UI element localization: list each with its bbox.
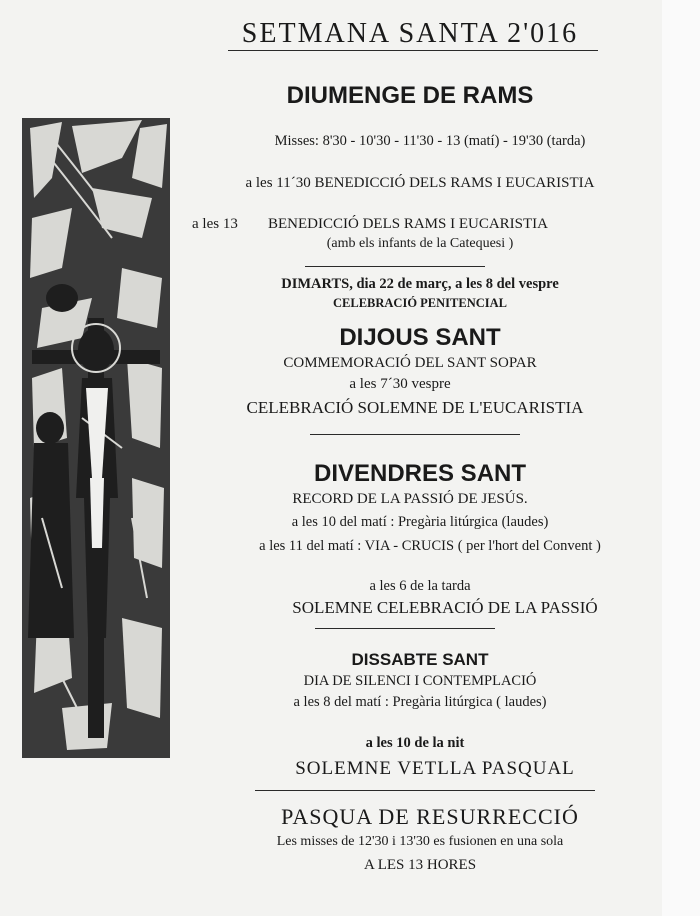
divendres-line-5: SOLEMNE CELEBRACIÓ DE LA PASSIÓ [292,598,598,617]
divider-3 [315,628,495,629]
pasqua-line-2: A LES 13 HORES [363,857,477,873]
divendres-line-1: RECORD DE LA PASSIÓ DE JESÚS. [292,491,528,507]
divider-1 [305,266,485,267]
divendres-line-4: a les 6 de la tarda [369,578,471,594]
divendres-line-3: a les 11 del matí : VIA - CRUCIS ( per l'hort del Convent ) [259,538,601,554]
divider-2 [310,434,520,435]
dijous-line-1: COMMEMORACIÓ DEL SANT SOPAR [283,355,537,371]
dijous-line-2: a les 7´30 vespre [349,376,451,392]
rams-line-2-note: (amb els infants de la Catequesi ) [326,236,514,251]
page-title: SETMANA SANTA 2'016 [241,18,579,49]
crucifixion-illustration [22,118,170,758]
heading-dijous-sant: DIJOUS SANT [339,324,501,351]
rams-line-2-text: BENEDICCIÓ DELS RAMS I EUCARISTIA [268,216,549,232]
title-underline [228,50,598,51]
rams-line-2-time: a les 13 [192,216,238,232]
heading-dissabte-sant: DISSABTE SANT [351,650,489,669]
dissabte-line-3: a les 10 de la nit [365,735,465,751]
dimarts-line-2: CELEBRACIÓ PENITENCIAL [333,296,507,310]
dissabte-line-4: SOLEMNE VETLLA PASQUAL [295,758,575,779]
rams-line-1: a les 11´30 BENEDICCIÓ DELS RAMS I EUCARISTIA [245,175,595,191]
dissabte-line-2: a les 8 del matí : Pregària litúrgica ( laudes) [293,694,547,710]
heading-pasqua: PASQUA DE RESURRECCIÓ [281,804,579,829]
heading-diumenge-rams: DIUMENGE DE RAMS [286,82,534,109]
dimarts-line-1: DIMARTS, dia 22 de març, a les 8 del vespre [281,276,559,292]
divendres-line-2: a les 10 del matí : Pregària litúrgica (laudes) [291,514,549,530]
divider-4 [255,790,595,791]
pasqua-line-1: Les misses de 12'30 i 13'30 es fusionen en una sola [276,834,564,849]
masses-schedule: Misses: 8'30 - 10'30 - 11'30 - 13 (matí) - 19'30 (tarda) [274,133,586,149]
dissabte-line-1: DIA DE SILENCI I CONTEMPLACIÓ [303,673,537,689]
page-edge [662,0,700,916]
dijous-line-3: CELEBRACIÓ SOLEMNE DE L'EUCARISTIA [246,398,584,417]
heading-divendres-sant: DIVENDRES SANT [313,460,527,487]
